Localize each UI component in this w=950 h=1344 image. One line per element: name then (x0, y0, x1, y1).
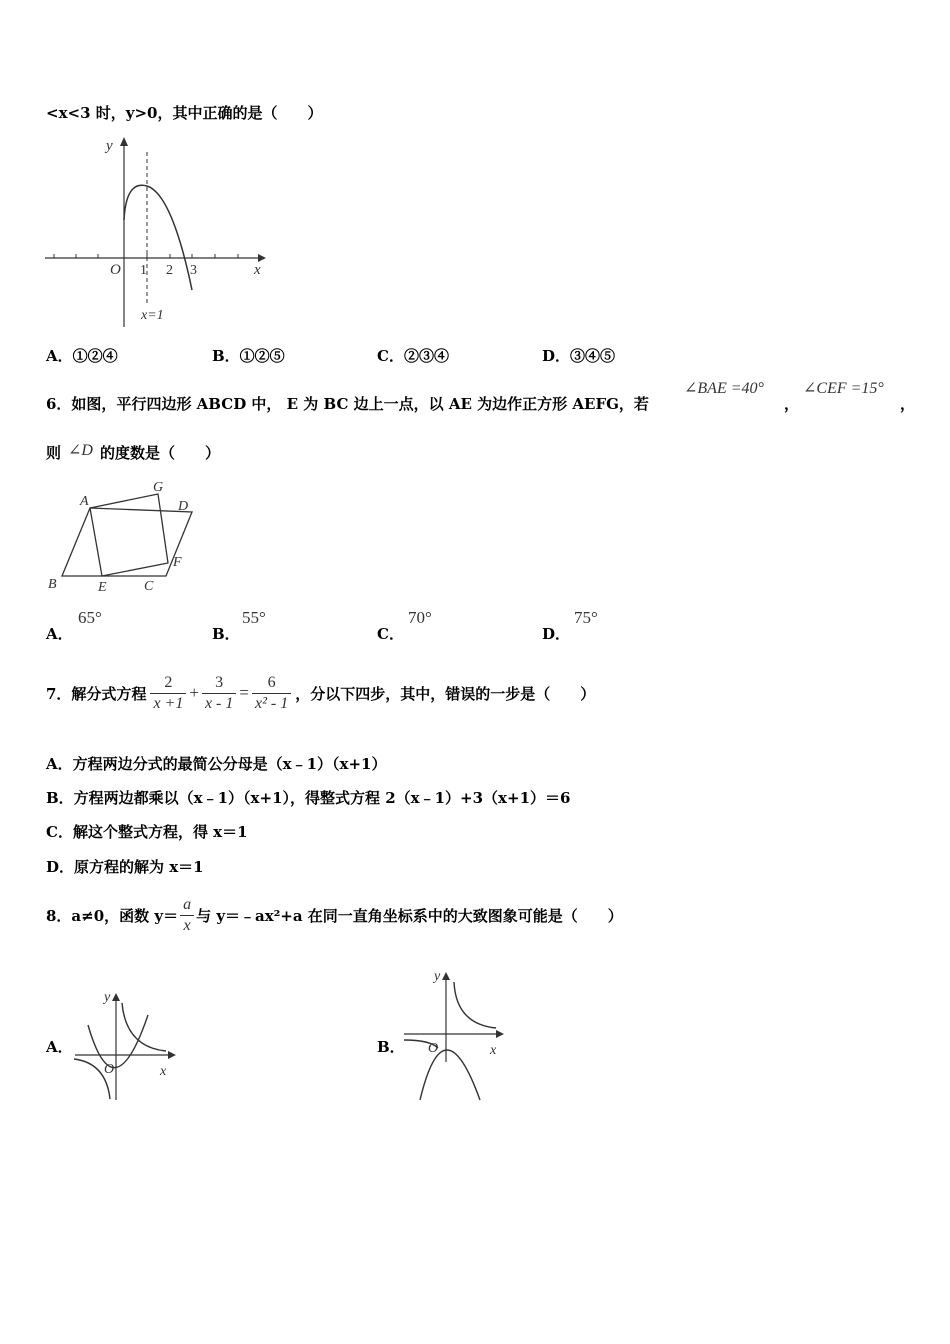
tick-label-2: 2 (166, 263, 173, 278)
q5-option-d[interactable]: D．③④⑤ (542, 347, 616, 365)
q7-plus: + (189, 683, 199, 702)
q7-option-b[interactable]: B．方程两边都乘以（x﹣1）（x+1），得整式方程 2（x﹣1）+3（x+1）＝6 (46, 789, 571, 807)
y-arrow-icon (112, 993, 120, 1001)
q7-fraction-1 (150, 673, 186, 714)
q7-suffix: ，分以下四步，其中，错误的一步是（ ） (295, 684, 596, 703)
q6-option-a-letter[interactable]: A． (46, 625, 73, 643)
q7-option-a[interactable]: A．方程两边分式的最简公分母是（x﹣1）（x+1） (46, 755, 387, 773)
q7-fraction-3-denominator: x² - 1 (254, 694, 289, 712)
q7-prefix: 7．解分式方程 (46, 684, 147, 703)
q6-option-b-value: 55° (242, 608, 266, 627)
parabola-curve (420, 1050, 480, 1100)
point-d-label: D (178, 499, 189, 514)
q8-prefix: 8．a≠0，函数 y＝ (46, 906, 179, 925)
y-label: y (104, 990, 111, 1005)
q6-option-c-value: 70° (408, 608, 432, 627)
q7-fraction-1-numerator: 2 (150, 673, 186, 694)
q6-line2-prefix: 则 (46, 444, 62, 462)
q6-option-a-value: 65° (78, 608, 102, 627)
q7-option-c[interactable]: C．解这个整式方程，得 x＝1 (46, 823, 248, 841)
q8-option-b-graph (400, 962, 510, 1104)
symmetry-axis-label: x=1 (141, 308, 164, 323)
q6-line-end: ， (900, 395, 916, 413)
q7-stem-row (46, 666, 595, 720)
y-label: y (106, 138, 113, 154)
q6-option-d-letter[interactable]: D． (542, 625, 571, 643)
q5-option-b[interactable]: B．①②⑤ (212, 347, 285, 365)
origin-label: O (110, 262, 121, 278)
q7-fraction-3 (252, 673, 291, 714)
square-aefg (90, 494, 168, 576)
q6-stem: 6．如图，平行四边形 ABCD 中， E 为 BC 边上一点，以 AE 为边作正方形 AEFG，若 (46, 395, 649, 413)
x-ticks (54, 254, 238, 258)
q6-separator: ， (784, 395, 800, 413)
x-label: x (490, 1043, 497, 1058)
q8-stem-row (46, 888, 623, 942)
point-f-label: F (173, 555, 182, 570)
point-b-label: B (48, 577, 57, 592)
q6-line2-suffix: 的度数是（ ） (100, 444, 221, 462)
tick-label-3: 3 (190, 263, 197, 278)
point-g-label: G (153, 480, 164, 495)
tick-label-1: 1 (140, 263, 147, 278)
q5-stem-tail: <x<3 时，y>0，其中正确的是（ ） (46, 104, 323, 122)
x-arrow-icon (168, 1051, 176, 1059)
q7-fraction-1-denominator: x +1 (153, 694, 184, 712)
y-arrow-icon (442, 972, 450, 980)
point-e-label: E (98, 580, 107, 595)
q8-suffix: 与 y＝﹣ax²+a 在同一直角坐标系中的大致图象可能是（ ） (196, 906, 623, 925)
q7-fraction-3-numerator: 6 (252, 673, 291, 694)
q7-option-d[interactable]: D．原方程的解为 x＝1 (46, 858, 204, 876)
q8-option-a-graph (70, 985, 180, 1105)
q5-option-c[interactable]: C．②③④ (377, 347, 449, 365)
q6-angle-bae: ∠BAE =40° (684, 380, 764, 397)
x-arrow-icon (496, 1030, 504, 1038)
parabola-curve (124, 185, 192, 290)
q6-geometry-figure (40, 470, 200, 600)
hyperbola-branch-1 (454, 982, 496, 1028)
q5-parabola-graph (40, 132, 270, 330)
q6-angle-cef: ∠CEF =15° (803, 380, 884, 397)
q6-option-c-letter[interactable]: C． (377, 625, 404, 643)
q8-option-b-letter[interactable]: B． (377, 1038, 405, 1056)
x-label: x (254, 262, 261, 278)
y-axis-arrow-icon (120, 137, 128, 146)
origin-label: O (104, 1062, 115, 1077)
q6-option-b-letter[interactable]: B． (212, 625, 240, 643)
q7-fraction-2-denominator: x - 1 (204, 694, 234, 712)
q7-equals: = (239, 683, 249, 702)
q6-angle-d: ∠D (68, 442, 93, 459)
q8-fraction-numerator: a (180, 895, 194, 916)
q5-option-a[interactable]: A．①②④ (46, 347, 118, 365)
q8-option-a-letter[interactable]: A． (46, 1038, 73, 1056)
y-label: y (434, 969, 441, 984)
point-a-label: A (80, 494, 89, 509)
x-axis-arrow-icon (258, 254, 266, 262)
q7-fraction-2 (202, 673, 236, 714)
q6-option-d-value: 75° (574, 608, 598, 627)
x-label: x (160, 1064, 167, 1079)
q8-fraction-denominator: x (183, 916, 191, 934)
origin-label: O (428, 1041, 439, 1056)
point-c-label: C (144, 579, 154, 594)
q7-fraction-2-numerator: 3 (202, 673, 236, 694)
q8-fraction (180, 895, 194, 936)
